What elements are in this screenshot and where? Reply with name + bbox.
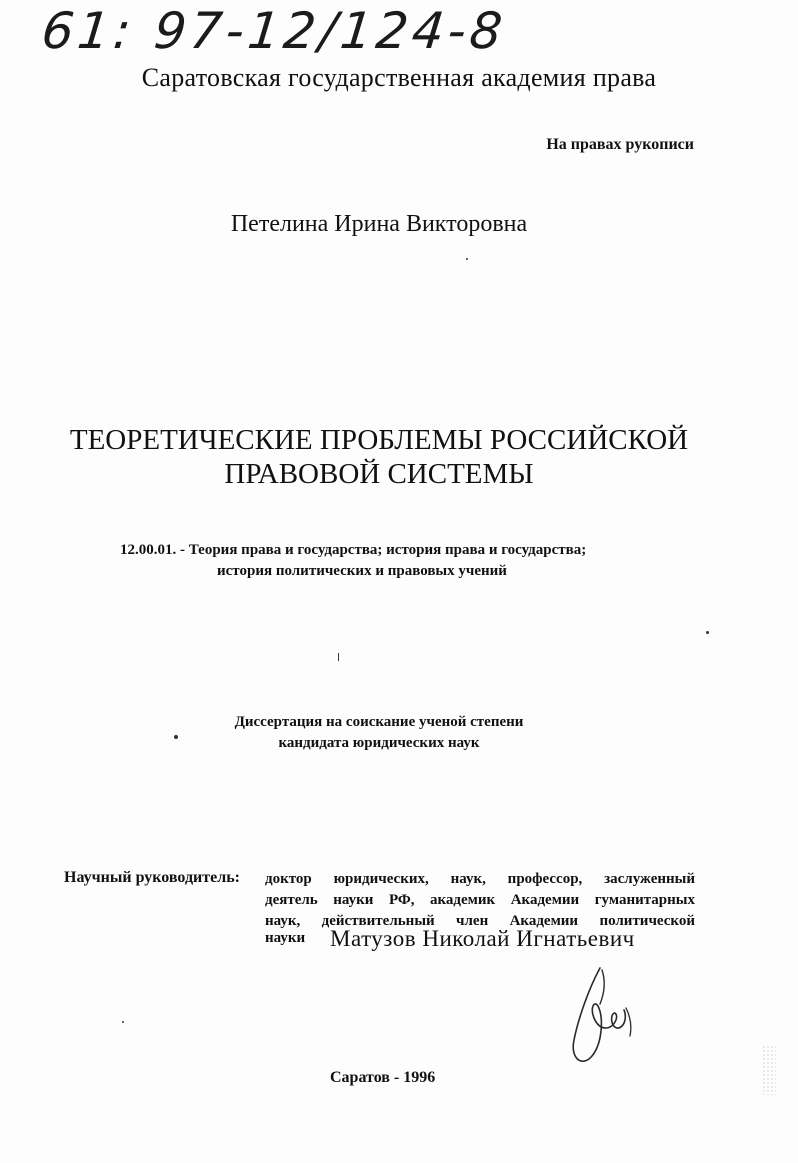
supervisor-line-1: доктор юридических, наук, профессор, заслуженный <box>265 871 695 887</box>
degree-line-2: кандидата юридических наук <box>278 735 480 751</box>
scan-speck <box>174 735 178 739</box>
author-name: Петелина Ирина Викторовна <box>230 211 528 237</box>
scan-speck <box>338 653 339 661</box>
scan-noise <box>762 1045 776 1095</box>
title-line-1: ТЕОРЕТИЧЕСКИЕ ПРОБЛЕМЫ РОССИЙСКОЙ <box>69 424 689 456</box>
supervisor-label: Научный руководитель: <box>64 869 240 886</box>
institution-name: Саратовская государственная академия права <box>141 63 657 92</box>
supervisor-line-4-prefix: науки <box>265 930 306 946</box>
scan-speck <box>122 1021 124 1023</box>
specialty-code <box>120 540 586 582</box>
supervisor-credentials <box>265 869 695 932</box>
manuscript-note: На правах рукописи <box>546 136 694 153</box>
handwritten-catalog-code: 61: 97-12/124-8 <box>38 2 509 60</box>
supervisor-name: Матузов Николай Игнатьевич <box>330 926 635 951</box>
supervisor-line-3: наук, действительный член Академии политической <box>265 913 695 929</box>
handwritten-signature <box>560 960 640 1070</box>
specialty-line-1: 12.00.01. - Теория права и государства; история права и государства; <box>120 542 587 558</box>
supervisor-line-2: деятель науки РФ, академик Академии гуманитарных <box>265 892 695 908</box>
degree-line-1: Диссертация на соискание ученой степени <box>234 714 524 730</box>
scan-speck <box>706 631 709 634</box>
scan-speck <box>466 258 468 260</box>
dissertation-title <box>0 423 758 491</box>
place-and-year: Саратов - 1996 <box>330 1069 436 1086</box>
degree-statement <box>0 712 758 754</box>
specialty-line-2: история политических и правовых учений <box>217 563 507 579</box>
title-line-2: ПРАВОВОЙ СИСТЕМЫ <box>224 458 534 490</box>
